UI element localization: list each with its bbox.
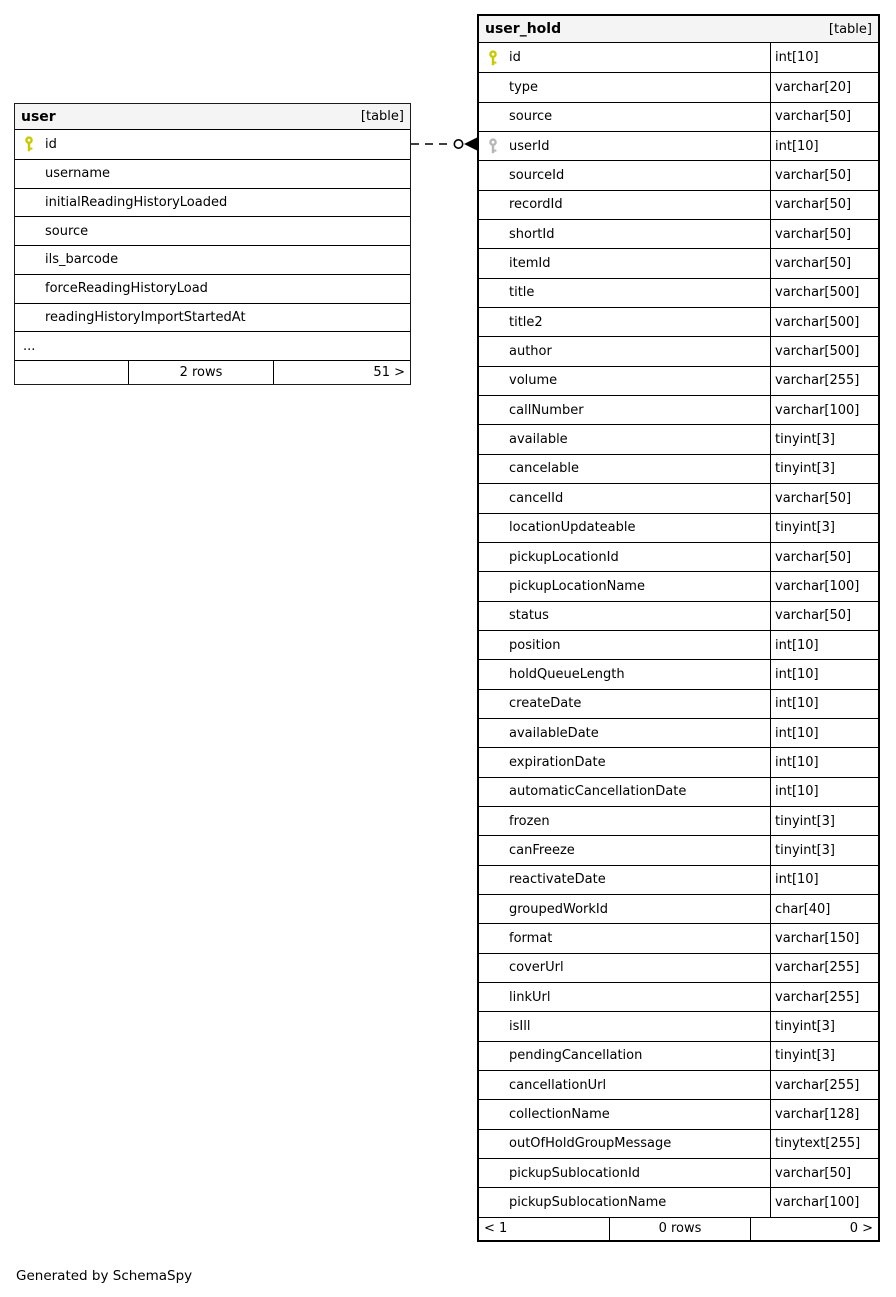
column-type: varchar[50] [770,543,878,571]
column-type: varchar[100] [770,1188,878,1216]
column-row [479,1070,878,1099]
column-name-cell [479,73,770,101]
footer-parents [15,361,128,384]
column-name: cancelable [509,461,579,477]
column-row [479,190,878,219]
column-name-cell [479,807,770,835]
footer-row-count: 0 rows [609,1218,751,1240]
column-name: type [509,80,539,96]
column-type: int[10] [770,719,878,747]
table-badge: [table] [828,21,872,37]
column-name-cell [15,217,410,245]
column-row [479,102,878,131]
column-row [479,219,878,248]
table-badge: [table] [360,109,404,124]
column-name-cell [15,304,410,332]
table-user [14,103,411,385]
column-name-cell [479,690,770,718]
column-name-cell [479,455,770,483]
column-type: tinyint[3] [770,1042,878,1070]
column-name-cell [479,895,770,923]
column-row [479,1041,878,1070]
column-name: shortId [509,226,555,242]
column-row [479,865,878,894]
column-name: expirationDate [509,754,606,770]
column-name-cell [479,866,770,894]
column-row [479,248,878,277]
column-type: varchar[50] [770,103,878,131]
column-name-cell [479,337,770,365]
column-row [15,216,410,245]
column-type: varchar[50] [770,249,878,277]
column-row [479,659,878,688]
primary-key-icon [24,136,34,152]
column-name-cell [479,103,770,131]
table-user-hold [477,14,880,1242]
column-row [479,777,878,806]
column-row [479,307,878,336]
column-name: initialReadingHistoryLoaded [45,194,228,210]
generated-by-note: Generated by SchemaSpy [16,1268,193,1284]
column-name: recordId [509,197,563,213]
column-type: tinyint[3] [770,836,878,864]
column-name-cell [479,924,770,952]
column-name-cell [15,160,410,188]
column-type: int[10] [770,690,878,718]
column-name: automaticCancellationDate [509,784,687,800]
column-name-cell [479,1188,770,1216]
column-name: id [45,136,57,152]
column-type: tinyint[3] [770,455,878,483]
column-name: outOfHoldGroupMessage [509,1136,672,1152]
foreign-key-icon [488,138,498,154]
column-row [479,278,878,307]
column-name: collectionName [509,1107,610,1123]
column-type: tinyint[3] [770,807,878,835]
column-name: cancellationUrl [509,1077,607,1093]
column-type: int[10] [770,43,878,72]
column-name-cell [479,367,770,395]
column-type: varchar[255] [770,954,878,982]
column-row [479,982,878,1011]
column-type: int[10] [770,660,878,688]
column-name-cell [479,1071,770,1099]
column-row [15,188,410,217]
column-type: tinyint[3] [770,514,878,542]
column-name: source [45,223,89,239]
column-name-cell [479,484,770,512]
column-name: available [509,432,568,448]
relationship-arrowhead [464,138,477,151]
column-type: int[10] [770,748,878,776]
column-row [15,245,410,274]
column-name-cell [479,1042,770,1070]
column-name-cell [479,1100,770,1128]
column-type: varchar[128] [770,1100,878,1128]
column-name-cell [479,308,770,336]
column-row [15,331,410,360]
primary-key-icon [488,50,498,66]
column-type: varchar[255] [770,367,878,395]
column-name-cell [479,161,770,189]
column-type: varchar[100] [770,396,878,424]
column-name: ... [23,338,36,354]
column-name: volume [509,373,558,389]
column-name-cell [479,425,770,453]
footer-parents: < 1 [484,1221,508,1237]
column-name: source [509,109,553,125]
column-name-cell [479,220,770,248]
column-name: availableDate [509,725,599,741]
column-type: tinyint[3] [770,425,878,453]
column-row [479,160,878,189]
column-name: itemId [509,256,551,272]
column-type: varchar[50] [770,1159,878,1187]
column-row [479,424,878,453]
table-user-footer [15,360,410,384]
column-type: varchar[500] [770,279,878,307]
column-name-cell [479,543,770,571]
column-row [479,395,878,424]
column-row [479,483,878,512]
column-type: varchar[50] [770,220,878,248]
column-type: varchar[20] [770,73,878,101]
column-row [479,336,878,365]
column-name: id [509,50,521,66]
column-type: varchar[500] [770,337,878,365]
column-type: varchar[50] [770,161,878,189]
column-name: pickupSublocationId [509,1165,641,1181]
column-name-cell [479,1012,770,1040]
column-type: tinyint[3] [770,1012,878,1040]
column-type: varchar[150] [770,924,878,952]
column-name: pickupLocationName [509,578,645,594]
column-name-cell [479,778,770,806]
column-row [479,571,878,600]
column-row [479,43,878,72]
footer-children: 0 > [849,1221,873,1237]
column-name-cell [479,132,770,160]
table-name[interactable]: user_hold [485,21,562,37]
column-name: cancelId [509,490,564,506]
column-name: title [509,285,535,301]
column-type: varchar[255] [770,983,878,1011]
column-type: varchar[50] [770,484,878,512]
column-row [479,366,878,395]
column-name-cell [479,983,770,1011]
column-name: username [45,166,110,182]
column-name-cell [479,1159,770,1187]
column-name: linkUrl [509,989,551,1005]
column-name-cell [15,275,410,303]
column-name: callNumber [509,402,584,418]
column-name: sourceId [509,168,565,184]
column-row [15,159,410,188]
column-name-cell [479,43,770,72]
table-user-header[interactable] [15,104,410,130]
column-name: author [509,344,552,360]
column-row [479,747,878,776]
column-name: userId [509,138,550,154]
column-name: position [509,637,561,653]
column-name-cell [479,748,770,776]
relationship-circle-marker [454,140,462,148]
column-row [479,542,878,571]
column-name-cell [479,279,770,307]
column-row [479,953,878,982]
column-name: pendingCancellation [509,1048,643,1064]
column-row [479,1099,878,1128]
column-row [15,130,410,159]
column-row [479,1187,878,1216]
relationship-connector [411,132,477,156]
column-type: int[10] [770,631,878,659]
table-name[interactable]: user [21,108,56,125]
column-row [479,1129,878,1158]
column-name-cell [479,631,770,659]
column-type: varchar[50] [770,191,878,219]
table-user-hold-rows [479,43,878,1217]
table-user-hold-footer [479,1217,878,1240]
column-row [479,923,878,952]
column-type: varchar[50] [770,602,878,630]
column-type: int[10] [770,778,878,806]
column-row [479,1011,878,1040]
column-row [479,835,878,864]
column-name-cell [479,572,770,600]
column-name-cell [479,954,770,982]
column-name: isIll [509,1019,531,1035]
column-name: createDate [509,696,582,712]
column-type: varchar[500] [770,308,878,336]
column-row [479,689,878,718]
column-row [479,72,878,101]
column-name: locationUpdateable [509,520,636,536]
column-name: frozen [509,813,550,829]
column-name-cell [15,332,410,360]
footer-children: 51 > [373,365,405,380]
column-name-cell [15,189,410,217]
table-user-rows [15,130,410,360]
column-row [479,601,878,630]
column-type: int[10] [770,132,878,160]
column-row [15,303,410,332]
column-row [479,1158,878,1187]
column-name: pickupSublocationName [509,1195,667,1211]
column-name-cell [479,396,770,424]
column-name: groupedWorkId [509,901,609,917]
column-name: readingHistoryImportStartedAt [45,309,246,325]
column-row [479,894,878,923]
column-name: forceReadingHistoryLoad [45,281,208,297]
column-name: holdQueueLength [509,666,625,682]
column-row [479,806,878,835]
column-type: varchar[100] [770,572,878,600]
column-name: title2 [509,314,543,330]
column-name-cell [479,719,770,747]
column-type: tinytext[255] [770,1130,878,1158]
column-row [479,454,878,483]
column-name-cell [15,130,410,159]
column-name-cell [479,514,770,542]
column-name: coverUrl [509,960,564,976]
column-type: int[10] [770,866,878,894]
column-type: varchar[255] [770,1071,878,1099]
column-name: reactivateDate [509,872,606,888]
column-row [479,718,878,747]
column-name-cell [479,249,770,277]
column-name-cell [479,602,770,630]
column-name-cell [15,246,410,274]
column-name: pickupLocationId [509,549,619,565]
column-name: canFreeze [509,842,575,858]
column-name: format [509,930,553,946]
table-user-hold-header[interactable] [479,16,878,43]
column-name-cell [479,1130,770,1158]
column-row [479,630,878,659]
column-type: char[40] [770,895,878,923]
column-name: status [509,608,549,624]
column-row [479,131,878,160]
footer-row-count: 2 rows [128,361,274,384]
column-name-cell [479,836,770,864]
column-row [479,513,878,542]
column-name: ils_barcode [45,252,119,268]
column-name-cell [479,660,770,688]
column-row [15,274,410,303]
column-name-cell [479,191,770,219]
